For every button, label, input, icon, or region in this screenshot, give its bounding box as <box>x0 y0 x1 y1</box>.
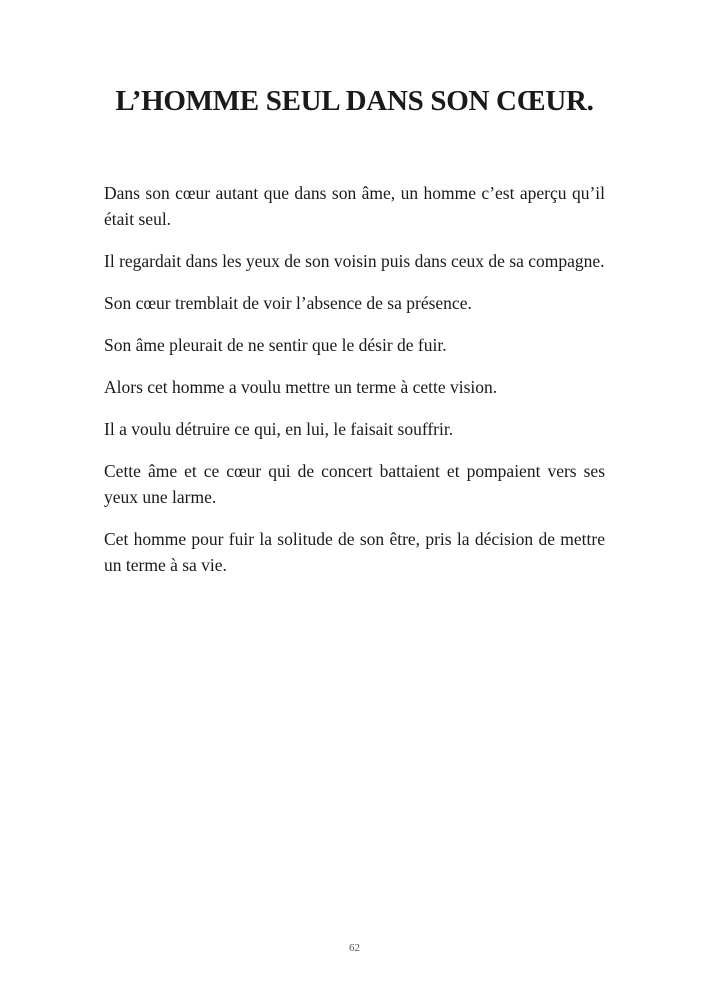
paragraph: Son cœur tremblait de voir l’absence de sa présence. <box>104 293 472 313</box>
paragraph: Alors cet homme a voulu mettre un terme à cette vision. <box>104 377 498 397</box>
paragraph: Son âme pleurait de ne sentir que le désir de fuir. <box>104 335 447 355</box>
paragraph: Cet homme pour fuir la solitude de son être, pris la décision de mettre un terme à sa vie. <box>104 529 605 575</box>
page-title: L’HOMME SEUL DANS SON CŒUR. <box>115 85 594 117</box>
paragraph: Il regardait dans les yeux de son voisin puis dans ceux de sa compagne. <box>104 251 605 271</box>
paragraph: Cette âme et ce cœur qui de concert battaient et pompaient vers ses yeux une larme. <box>104 461 605 507</box>
paragraph: Dans son cœur autant que dans son âme, un homme c’est aperçu qu’il était seul. <box>104 183 605 229</box>
body-text <box>104 180 605 594</box>
paragraph: Il a voulu détruire ce qui, en lui, le faisait souffrir. <box>104 419 454 439</box>
page-number: 62 <box>349 942 360 954</box>
